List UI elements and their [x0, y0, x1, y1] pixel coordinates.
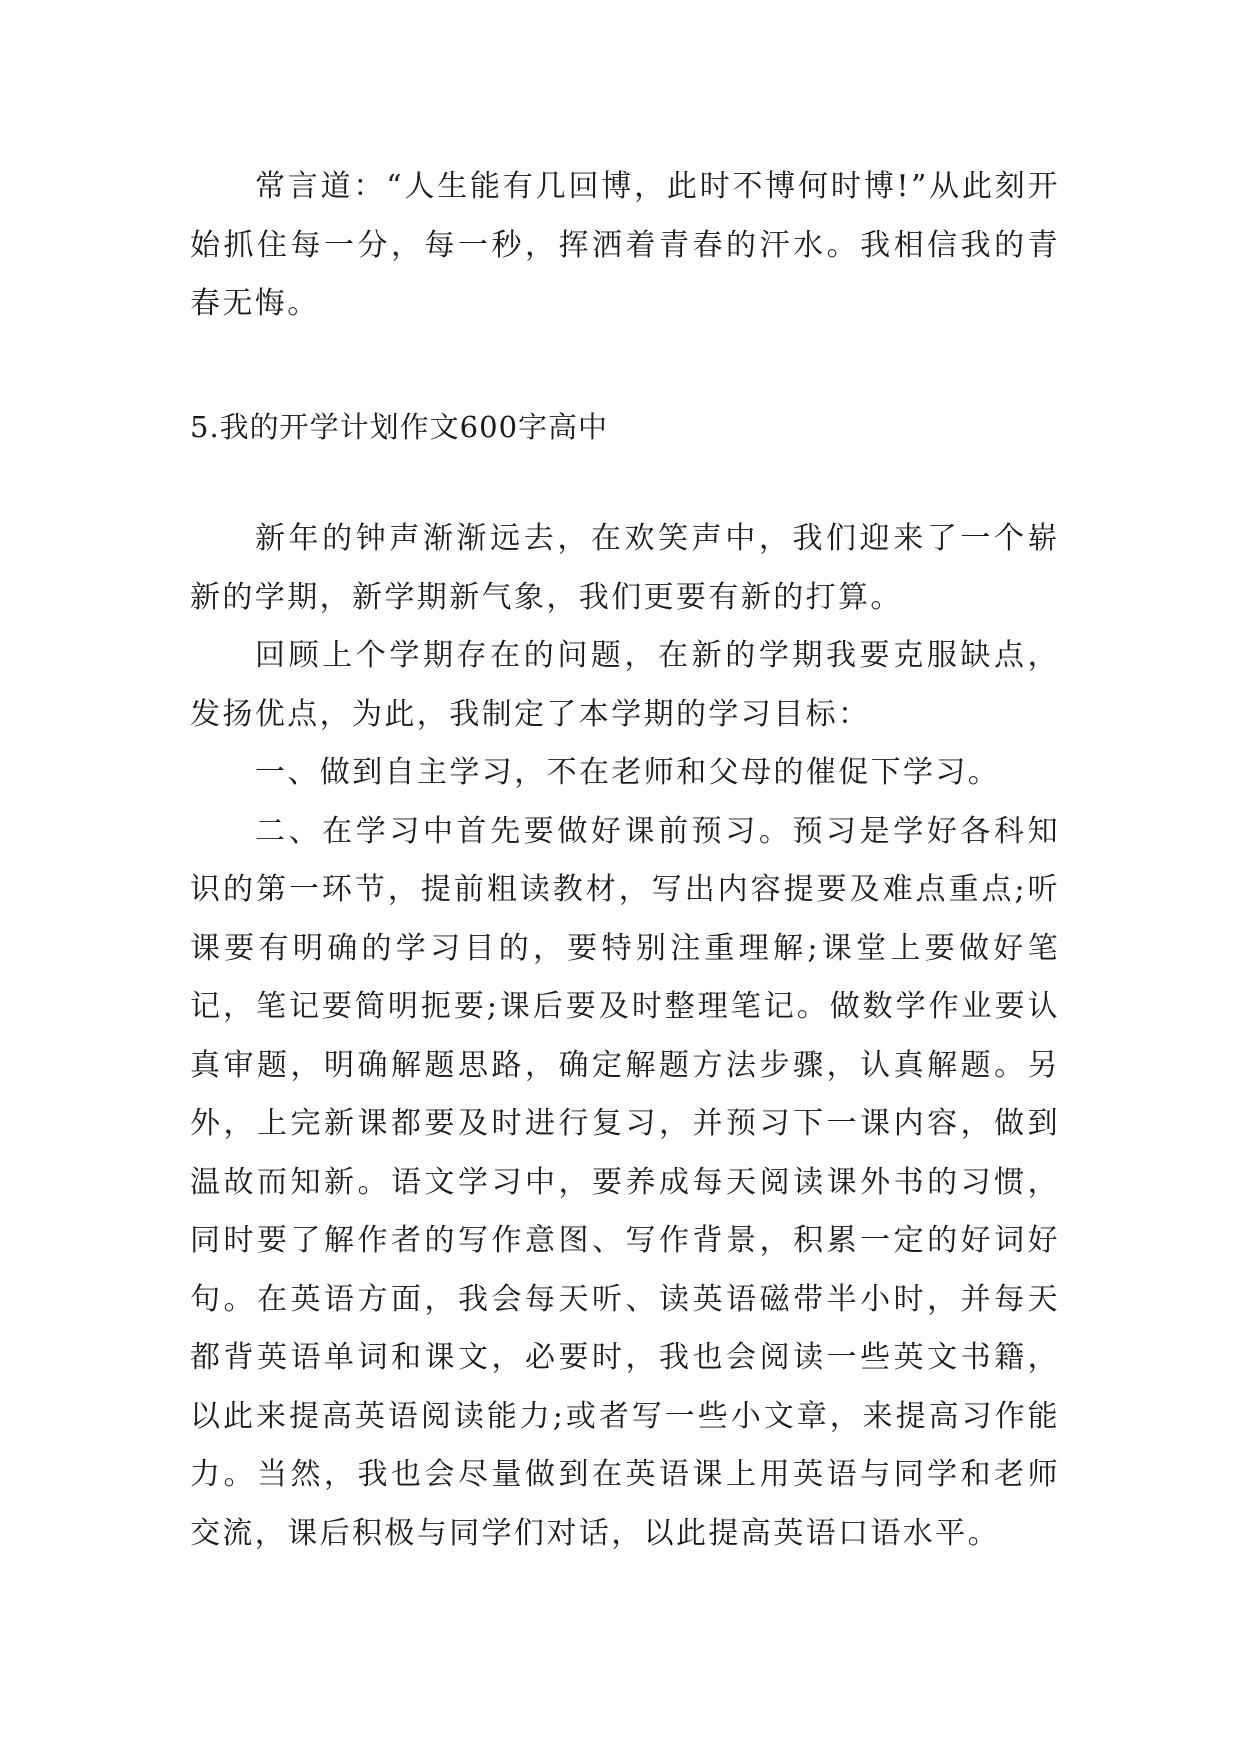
section-heading: 5.我的开学计划作文600字高中	[190, 410, 609, 444]
paragraph-goal-one: 一、做到自主学习，不在老师和父母的催促下学习。	[255, 755, 1001, 790]
intro-paragraph: 常言道：“人生能有几回博，此时不博何时博!”从此刻开始抓住每一分，每一秒，挥洒着青春的汗水。我相信我的青春无悔。	[190, 169, 1060, 321]
paragraph-new-semester: 新年的钟声渐渐远去，在欢笑声中，我们迎来了一个崭新的学期，新学期新气象，我们更要有新的打算。	[190, 521, 1060, 615]
paragraph-review: 回顾上个学期存在的问题，在新的学期我要克服缺点，发扬优点，为此，我制定了本学期的学习目标：	[190, 638, 1060, 732]
paragraph-goal-two: 二、在学习中首先要做好课前预习。预习是学好各科知识的第一环节，提前粗读教材，写出内容提要及难点重点;听课要有明确的学习目的，要特别注重理解;课堂上要做好笔记，笔记要简明扼要;课后要及时整理笔记。做数学作业要认真审题，明确解题思路，确定解题方法步骤，认真解题。另外，上完新课都要及时进行复习，并预习下一课内容，做到温故而知新。语文学习中，要养成每天阅读课外书的习惯，同时要了解作者的写作意图、写作背景，积累一定的好词好句。在英语方面，我会每天听、读英语磁带半小时，并每天都背英语单词和课文，必要时，我也会阅读一些英文书籍，以此来提高英语阅读能力;或者写一些小文章，来提高习作能力。当然，我也会尽量做到在英语课上用英语与同学和老师交流，课后积极与同学们对话，以此提高英语口语水平。	[190, 813, 1060, 1551]
section-body	[190, 510, 1060, 1563]
